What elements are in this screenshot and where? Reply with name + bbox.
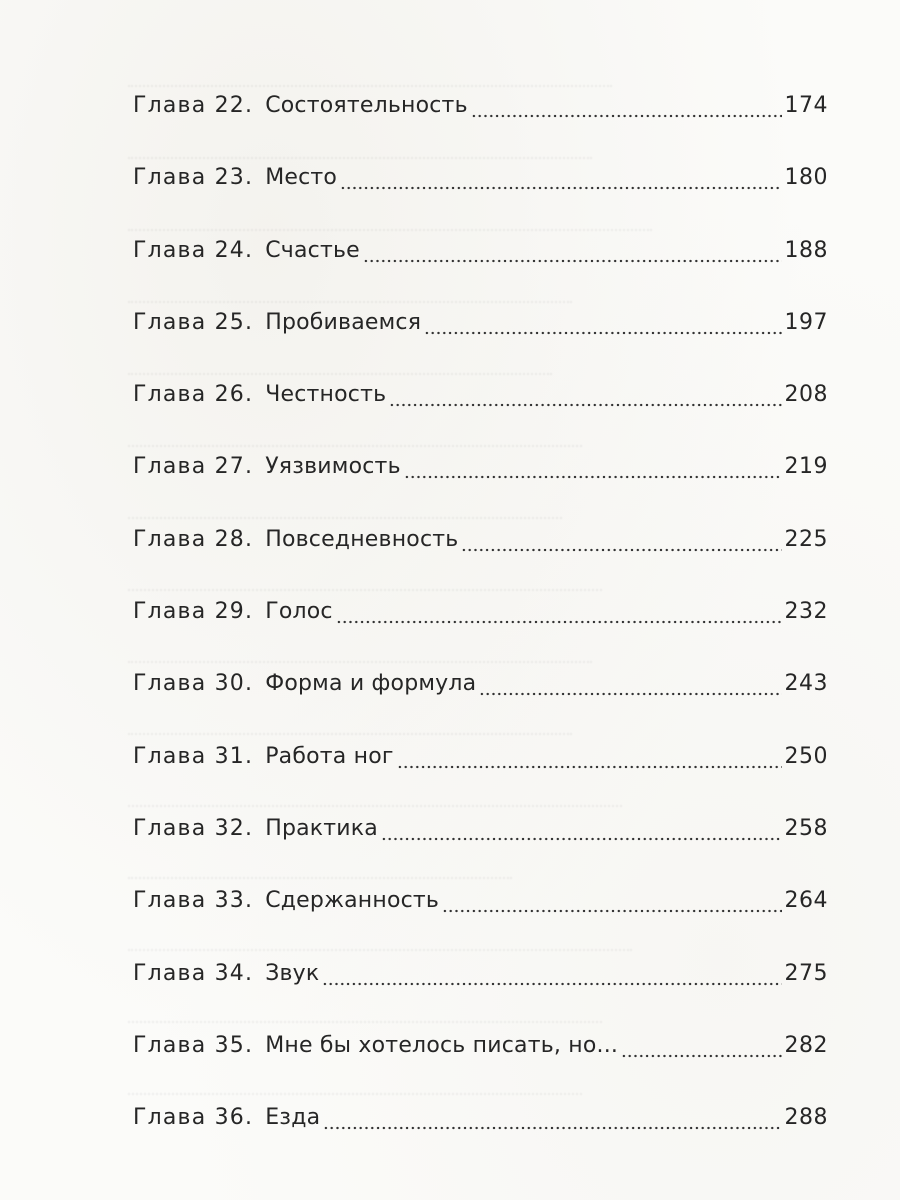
page-number: 219 [784, 454, 828, 480]
dot-leader [397, 737, 782, 769]
spacer [253, 520, 265, 560]
toc-entry-31 [133, 737, 828, 809]
toc-entry-label [133, 664, 476, 704]
toc-entry-24 [133, 231, 828, 303]
table-of-contents [133, 86, 828, 1170]
chapter-number: Глава 22. [133, 93, 254, 118]
dot-leader [389, 375, 781, 407]
toc-entry-label [133, 737, 394, 777]
chapter-number: Глава 24. [133, 237, 254, 263]
chapter-number: Глава 25. [133, 309, 254, 335]
toc-entry-22 [133, 86, 828, 158]
dot-leader [336, 592, 782, 624]
toc-entry-label [133, 231, 360, 271]
spacer [253, 86, 265, 126]
toc-entry-label [133, 447, 401, 487]
page-number: 174 [784, 93, 828, 118]
spacer [253, 375, 265, 415]
toc-entry-29 [133, 592, 828, 664]
dot-leader [340, 158, 781, 190]
toc-entry-25 [133, 303, 828, 375]
toc-entry-label [133, 158, 337, 198]
page-number: 188 [784, 237, 828, 263]
chapter-number: Глава 27. [133, 454, 254, 480]
chapter-number: Глава 34. [133, 960, 254, 986]
chapter-title: Счастье [265, 237, 360, 263]
dot-leader [442, 881, 781, 913]
toc-entry-label [133, 809, 378, 849]
spacer [253, 592, 265, 632]
page-number: 180 [784, 165, 828, 191]
toc-entry-label [133, 86, 468, 126]
chapter-number: Глава 33. [133, 888, 254, 914]
chapter-title: Работа ног [265, 743, 394, 769]
chapter-title: Мне бы хотелось писать, но... [265, 1032, 619, 1058]
toc-entry-35 [133, 1026, 828, 1098]
chapter-number: Глава 32. [133, 815, 254, 841]
spacer [253, 447, 265, 487]
page-number: 258 [784, 815, 828, 841]
spacer [253, 737, 265, 777]
toc-entry-label [133, 592, 333, 632]
dot-leader [461, 520, 781, 552]
spacer [253, 1098, 265, 1138]
page-number: 264 [784, 888, 828, 914]
page-number: 288 [784, 1105, 828, 1131]
chapter-title: Езда [265, 1105, 321, 1131]
dot-leader [404, 447, 782, 479]
toc-entry-30 [133, 664, 828, 736]
dot-leader [322, 954, 781, 986]
chapter-title: Честность [265, 382, 387, 408]
chapter-number: Глава 36. [133, 1105, 254, 1131]
spacer [253, 303, 265, 343]
toc-entry-label [133, 303, 421, 343]
chapter-number: Глава 35. [133, 1032, 254, 1058]
spacer [253, 809, 265, 849]
toc-entry-label [133, 1026, 618, 1066]
page-number: 275 [784, 960, 828, 986]
chapter-number: Глава 29. [133, 599, 254, 625]
toc-entry-label [133, 520, 458, 560]
chapter-title: Пробиваемся [265, 309, 422, 335]
toc-entry-28 [133, 520, 828, 592]
chapter-number: Глава 26. [133, 382, 254, 408]
dot-leader [479, 664, 781, 696]
toc-entry-label [133, 375, 386, 415]
toc-entry-label [133, 954, 319, 994]
page-number: 225 [784, 526, 828, 552]
spacer [253, 954, 265, 994]
dot-leader [424, 303, 781, 335]
spacer [253, 1026, 265, 1066]
chapter-number: Глава 31. [133, 743, 254, 769]
toc-entry-26 [133, 375, 828, 447]
page-number: 232 [784, 599, 828, 625]
page-number: 208 [784, 382, 828, 408]
chapter-title: Повседневность [265, 526, 459, 552]
dot-leader [381, 809, 782, 841]
chapter-title: Уязвимость [265, 454, 401, 480]
dot-leader [323, 1098, 781, 1130]
toc-entry-label [133, 881, 439, 921]
toc-entry-34 [133, 954, 828, 1026]
chapter-title: Голос [265, 599, 333, 625]
toc-entry-32 [133, 809, 828, 881]
dot-leader [363, 231, 782, 263]
toc-entry-label [133, 1098, 320, 1138]
dot-leader [621, 1026, 781, 1058]
chapter-title: Форма и формула [265, 671, 477, 697]
chapter-number: Глава 23. [133, 165, 254, 191]
dot-leader [471, 86, 782, 118]
page-number: 282 [784, 1032, 828, 1058]
toc-entry-23 [133, 158, 828, 230]
page-number: 250 [784, 743, 828, 769]
page-number: 243 [784, 671, 828, 697]
chapter-title: Практика [265, 815, 378, 841]
toc-entry-33 [133, 881, 828, 953]
chapter-number: Глава 28. [133, 526, 254, 552]
chapter-number: Глава 30. [133, 671, 254, 697]
chapter-title: Место [265, 165, 338, 191]
page-number: 197 [784, 309, 828, 335]
chapter-title: Звук [265, 960, 320, 986]
spacer [253, 158, 265, 198]
spacer [253, 231, 265, 271]
chapter-title: Состоятельность [265, 93, 468, 118]
spacer [253, 881, 265, 921]
toc-entry-27 [133, 447, 828, 519]
spacer [253, 664, 265, 704]
chapter-title: Сдержанность [265, 888, 440, 914]
toc-entry-36 [133, 1098, 828, 1170]
